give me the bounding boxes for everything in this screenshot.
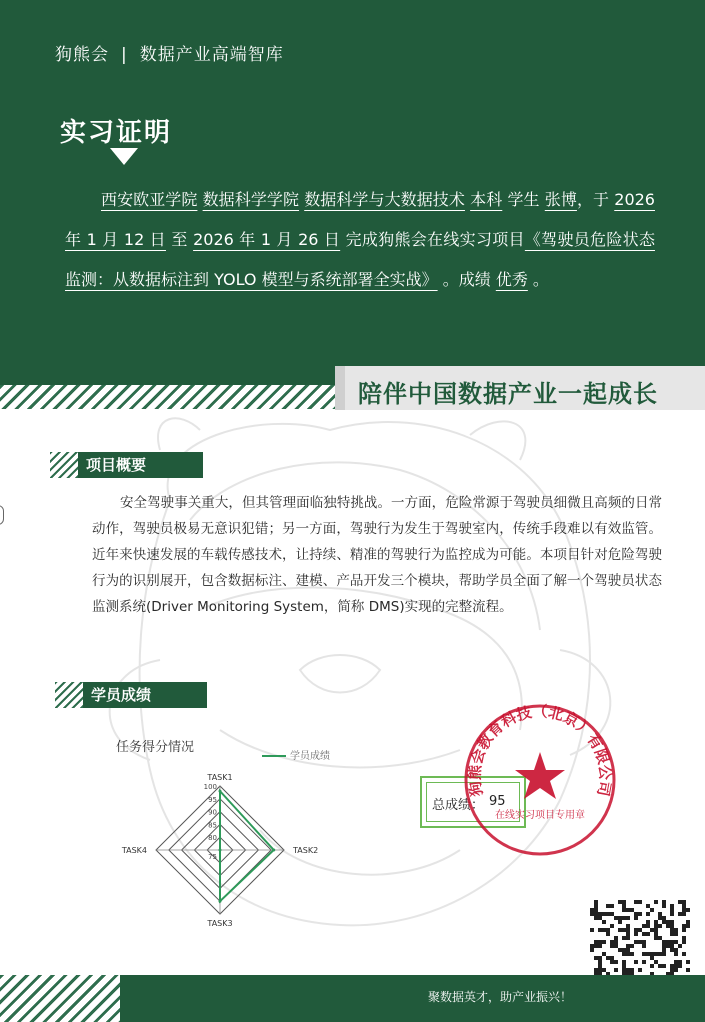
qr-module <box>678 944 682 948</box>
qr-module <box>670 908 674 912</box>
seal-purpose: 在线实习项目专用章 <box>495 810 585 821</box>
complete-text: 完成狗熊会在线实习项目 <box>345 230 525 249</box>
qr-module <box>642 944 646 948</box>
qr-module <box>650 964 654 968</box>
qr-module <box>666 920 670 924</box>
qr-module <box>634 960 638 964</box>
grade-value: 优秀 <box>495 270 528 289</box>
to-text: 至 <box>171 230 188 249</box>
grade-label: 。成绩 <box>442 270 491 289</box>
qr-module <box>682 936 686 940</box>
qr-module <box>622 964 626 968</box>
qr-module <box>610 944 614 948</box>
degree-level: 本科 <box>470 190 503 209</box>
qr-module <box>634 900 638 904</box>
qr-module <box>602 920 606 924</box>
qr-module <box>666 924 670 928</box>
qr-module <box>678 964 682 968</box>
qr-module <box>670 948 674 952</box>
chart-legend <box>262 747 330 762</box>
radar-series-line <box>220 791 274 901</box>
radar-category-label: TASK1 <box>207 773 233 782</box>
radar-tick-label: 85 <box>208 821 217 830</box>
qr-module <box>642 960 646 964</box>
legend-label: 学员成绩 <box>290 751 330 762</box>
qr-module <box>598 956 602 960</box>
qr-module <box>638 900 642 904</box>
qr-module <box>674 960 678 964</box>
certificate-header <box>0 0 705 385</box>
radar-data-point <box>219 790 222 793</box>
qr-module <box>674 948 678 952</box>
total-score-label: 总成绩： <box>432 798 485 813</box>
qr-module <box>646 912 650 916</box>
qr-module <box>622 928 626 932</box>
title-arrow-icon <box>110 148 138 165</box>
qr-module <box>670 932 674 936</box>
qr-module <box>602 912 606 916</box>
qr-module <box>622 948 626 952</box>
qr-module <box>670 968 674 972</box>
overview-hatch <box>50 452 80 478</box>
qr-module <box>670 904 674 908</box>
qr-module <box>662 964 666 968</box>
qr-module <box>590 908 594 912</box>
qr-module <box>590 928 594 932</box>
qr-module <box>650 908 654 912</box>
qr-module <box>626 952 630 956</box>
qr-module <box>686 920 690 924</box>
qr-module <box>662 948 666 952</box>
qr-module <box>610 912 614 916</box>
chart-title: 任务得分情况 <box>116 740 195 755</box>
qr-module <box>642 952 646 956</box>
qr-module <box>670 924 674 928</box>
qr-module <box>594 912 598 916</box>
qr-module <box>626 936 630 940</box>
qr-module <box>598 928 602 932</box>
qr-module <box>674 940 678 944</box>
qr-module <box>654 936 658 940</box>
qr-module <box>658 924 662 928</box>
qr-module <box>682 952 686 956</box>
qr-module <box>610 960 614 964</box>
qr-module <box>610 904 614 908</box>
radar-category-label: TASK3 <box>207 919 233 928</box>
qr-module <box>598 940 602 944</box>
qr-module <box>622 936 626 940</box>
qr-module <box>626 968 630 972</box>
qr-module <box>622 900 626 904</box>
company-seal <box>460 700 620 860</box>
qr-module <box>594 940 598 944</box>
major-name: 数据科学与大数据技术 <box>304 190 465 209</box>
qr-module <box>618 920 622 924</box>
qr-module <box>626 928 630 932</box>
overview-text: 安全驾驶事关重大，但其管理面临独特挑战。一方面，危险常源于驾驶员细微且高频的日常动作，驾驶员极易无意识犯错；另一方面，驾驶行为发生于驾驶室内，传统手段难以有效监管。近年来快速发展的车载传感技术，让持续、精准的驾驶行为监控成为可能。本项目针对危险驾驶行为的识别展开，包含数据标注、建模、产品开发三个模块，帮助学员全面了解一个驾驶员状态监测系统(Driver Monitoring System，简称 DMS)实现的完整流程。 <box>92 495 662 615</box>
brand-tagline: 数据产业高端智库 <box>139 45 284 65</box>
qr-module <box>654 928 658 932</box>
qr-module <box>626 908 630 912</box>
qr-module <box>594 904 598 908</box>
qr-module <box>650 952 654 956</box>
radar-category-label: TASK4 <box>121 846 147 855</box>
qr-module <box>662 940 666 944</box>
qr-module <box>614 944 618 948</box>
qr-module <box>682 904 686 908</box>
qr-module <box>598 912 602 916</box>
slogan-text: 陪伴中国数据产业一起成长 <box>358 380 658 408</box>
scores-section-header <box>55 682 207 708</box>
qr-module <box>674 928 678 932</box>
total-score-value: 95 <box>489 794 506 809</box>
qr-module <box>658 936 662 940</box>
qr-module <box>630 952 634 956</box>
qr-module <box>590 944 594 948</box>
scores-hatch <box>55 682 85 708</box>
footer-hatch <box>0 975 120 1022</box>
qr-module <box>646 920 650 924</box>
qr-module <box>674 968 678 972</box>
qr-module <box>606 912 610 916</box>
qr-module <box>674 952 678 956</box>
qr-module <box>594 900 598 904</box>
seal-star-icon <box>515 752 565 799</box>
qr-module <box>614 960 618 964</box>
qr-module <box>630 944 634 948</box>
qr-module <box>606 956 610 960</box>
qr-module <box>622 904 626 908</box>
qr-module <box>614 940 618 944</box>
qr-module <box>670 912 674 916</box>
qr-module <box>626 924 630 928</box>
qr-module <box>622 968 626 972</box>
qr-module <box>686 968 690 972</box>
qr-module <box>678 960 682 964</box>
brand-name: 狗熊会 <box>55 45 109 65</box>
qr-module <box>634 916 638 920</box>
qr-module <box>674 964 678 968</box>
qr-module <box>606 928 610 932</box>
qr-module <box>602 968 606 972</box>
qr-module <box>654 960 658 964</box>
qr-module <box>670 944 674 948</box>
qr-module <box>594 944 598 948</box>
qr-module <box>642 940 646 944</box>
qr-module <box>598 960 602 964</box>
qr-module <box>634 940 638 944</box>
join-text: ，于 <box>576 190 610 209</box>
qr-module <box>594 916 598 920</box>
qr-module <box>646 904 650 908</box>
qr-module <box>654 920 658 924</box>
college-name: 数据科学学院 <box>202 190 300 209</box>
overview-section-header <box>50 452 205 478</box>
qr-module <box>618 948 622 952</box>
qr-module <box>670 928 674 932</box>
qr-module <box>662 952 666 956</box>
qr-module <box>630 968 634 972</box>
qr-module <box>654 932 658 936</box>
radar-category-label: TASK2 <box>293 846 319 855</box>
qr-module <box>670 940 674 944</box>
qr-module <box>662 920 666 924</box>
qr-module <box>618 928 622 932</box>
qr-module <box>682 912 686 916</box>
qr-module <box>638 928 642 932</box>
qr-module <box>674 932 678 936</box>
radar-tick-label: 95 <box>208 795 217 804</box>
qr-module <box>678 912 682 916</box>
qr-module <box>650 956 654 960</box>
qr-module <box>606 932 610 936</box>
qr-module <box>678 900 682 904</box>
qr-module <box>646 932 650 936</box>
qr-module <box>662 916 666 920</box>
qr-module <box>666 944 670 948</box>
qr-module <box>682 924 686 928</box>
qr-module <box>594 908 598 912</box>
qr-module <box>622 960 626 964</box>
qr-module <box>646 924 650 928</box>
qr-module <box>590 912 594 916</box>
qr-module <box>638 968 642 972</box>
qr-module <box>686 960 690 964</box>
qr-module <box>610 940 614 944</box>
qr-module <box>682 940 686 944</box>
qr-module <box>654 900 658 904</box>
qr-module <box>658 916 662 920</box>
qr-module <box>642 932 646 936</box>
qr-module <box>670 920 674 924</box>
qr-module <box>654 924 658 928</box>
start-date: 2026 年 1 月 12 日 <box>65 190 655 249</box>
qr-module <box>662 900 666 904</box>
overview-heading: 项目概要 <box>78 452 203 478</box>
hatched-divider <box>0 385 340 409</box>
qr-module <box>618 900 622 904</box>
brand-separator: | <box>121 45 128 65</box>
qr-module <box>642 924 646 928</box>
qr-module <box>670 964 674 968</box>
qr-module <box>682 908 686 912</box>
qr-module <box>646 952 650 956</box>
footer-bar <box>120 975 705 1022</box>
qr-module <box>658 952 662 956</box>
qr-module <box>594 956 598 960</box>
radar-tick-label: 100 <box>203 783 217 791</box>
qr-module <box>598 964 602 968</box>
qr-module <box>602 928 606 932</box>
qr-module <box>606 904 610 908</box>
legend-swatch <box>262 755 286 757</box>
seal-company: 狗熊会教育科技（北京）有限公司 <box>465 702 615 798</box>
qr-module <box>630 908 634 912</box>
qr-module <box>662 944 666 948</box>
qr-module <box>614 936 618 940</box>
student-role: 学生 <box>507 190 540 209</box>
brand-line <box>55 40 284 65</box>
qr-module <box>602 952 606 956</box>
qr-module <box>666 940 670 944</box>
radar-chart <box>120 765 320 935</box>
student-name: 张博 <box>544 190 577 209</box>
radar-data-point <box>219 900 222 903</box>
qr-module <box>626 948 630 952</box>
end-date: 2026 年 1 月 26 日 <box>193 230 341 249</box>
scores-heading: 学员成绩 <box>83 682 207 708</box>
qr-module <box>626 944 630 948</box>
radar-tick-label: 90 <box>208 808 217 817</box>
qr-module <box>634 928 638 932</box>
qr-module <box>602 940 606 944</box>
qr-module <box>650 928 654 932</box>
qr-module <box>662 904 666 908</box>
qr-module <box>610 924 614 928</box>
qr-module <box>658 912 662 916</box>
qr-module <box>686 908 690 912</box>
radar-data-point <box>219 849 222 852</box>
radar-data-point <box>272 849 275 852</box>
qr-module <box>634 932 638 936</box>
footer-text: 聚数据英才，助产业振兴！ <box>428 990 573 1004</box>
qr-module <box>598 968 602 972</box>
qr-module <box>682 928 686 932</box>
qr-module <box>590 948 594 952</box>
qr-module <box>598 944 602 948</box>
qr-module <box>618 916 622 920</box>
qr-module <box>614 968 618 972</box>
qr-module <box>638 912 642 916</box>
school-name: 西安欧亚学院 <box>101 190 198 209</box>
qr-module <box>654 952 658 956</box>
qr-module <box>614 916 618 920</box>
qr-module <box>610 956 614 960</box>
qr-module <box>622 908 626 912</box>
qr-module <box>622 952 626 956</box>
qr-module <box>626 932 630 936</box>
qr-module <box>686 924 690 928</box>
radar-tick-label: 80 <box>208 834 217 843</box>
qr-module <box>626 916 630 920</box>
qr-module <box>658 964 662 968</box>
certificate-body <box>65 180 655 300</box>
project-name: 《驾驶员危险状态监测：从数据标注到 YOLO 模型与系统部署全实战》 <box>65 230 655 289</box>
certificate-title: 实习证明 <box>60 118 173 148</box>
qr-module <box>638 940 642 944</box>
radar-tick-label: 75 <box>208 853 217 861</box>
qr-module <box>634 912 638 916</box>
qr-module <box>598 916 602 920</box>
qr-module <box>594 968 598 972</box>
end-mark: 。 <box>532 270 549 289</box>
qr-module <box>682 900 686 904</box>
qr-module <box>622 916 626 920</box>
